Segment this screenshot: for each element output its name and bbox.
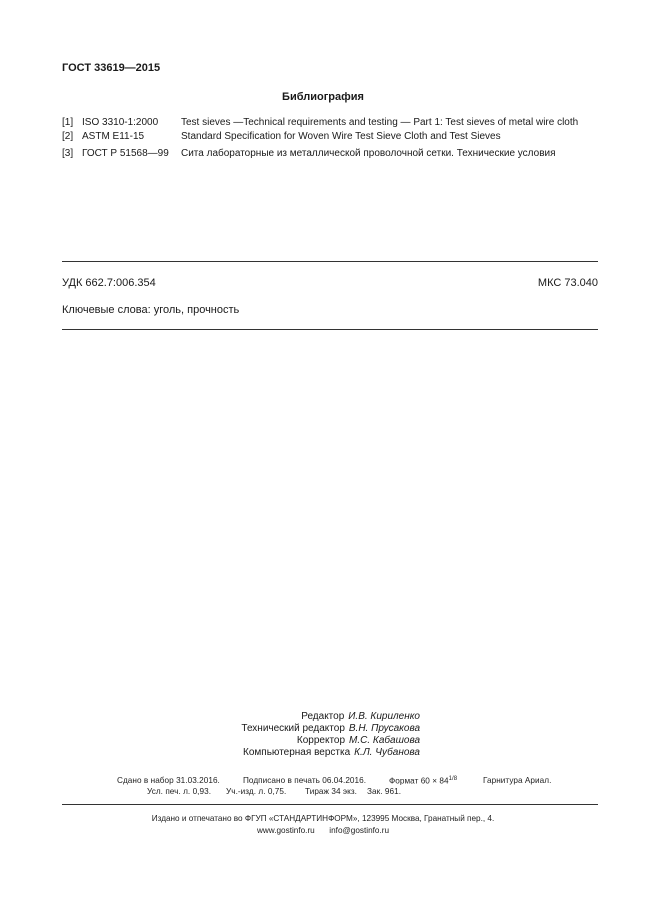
ref-code: ISO 3310-1:2000 bbox=[82, 117, 159, 128]
udk-code: УДК 662.7:006.354 bbox=[62, 277, 156, 289]
divider bbox=[62, 329, 598, 330]
credit-name: М.С. Кабашова bbox=[349, 735, 420, 746]
ref-code: ASTM E11-15 bbox=[82, 131, 145, 142]
credits-block bbox=[0, 711, 646, 761]
credit-role: Технический редактор bbox=[241, 723, 345, 734]
publisher-sheets: Уч.-изд. л. 0,75. bbox=[226, 787, 287, 796]
ref-number: [3] bbox=[62, 148, 74, 159]
credit-role: Редактор bbox=[301, 711, 345, 722]
format bbox=[389, 776, 457, 786]
credit-name: К.Л. Чубанова bbox=[354, 747, 420, 758]
ref-code: ГОСТ Р 51568—99 bbox=[82, 148, 169, 159]
divider bbox=[62, 804, 598, 805]
format-fraction: 1/8 bbox=[448, 776, 458, 782]
publisher-line: Издано и отпечатано во ФГУП «СТАНДАРТИНФОРМ», 123995 Москва, Гранатный пер., 4. bbox=[151, 814, 495, 823]
print-run: Тираж 34 экз. bbox=[305, 787, 357, 796]
credit-name: В.Н. Прусакова bbox=[348, 723, 420, 734]
keywords: Ключевые слова: уголь, прочность bbox=[62, 304, 240, 316]
credit-editor bbox=[301, 711, 420, 722]
credit-layout bbox=[243, 747, 420, 758]
ref-number: [2] bbox=[62, 131, 74, 142]
publisher-website-link[interactable]: www.gostinfo.ru bbox=[256, 826, 315, 835]
publisher-contacts bbox=[0, 826, 646, 835]
printed-sheets: Усл. печ. л. 0,93. bbox=[147, 787, 212, 796]
typeset-date: Сдано в набор 31.03.2016. bbox=[117, 776, 220, 785]
format-text: Формат 60 × 84 bbox=[389, 776, 449, 786]
order-number: Зак. 961. bbox=[367, 787, 402, 796]
standard-number: ГОСТ 33619—2015 bbox=[62, 62, 161, 74]
bibliography-title: Библиография bbox=[282, 91, 364, 103]
ref-title: Standard Specification for Woven Wire Test Sieve Cloth and Test Sieves bbox=[181, 131, 501, 142]
typeface: Гарнитура Ариал. bbox=[483, 776, 552, 785]
credit-corrector bbox=[297, 735, 420, 746]
credit-role: Компьютерная верстка bbox=[243, 747, 351, 758]
bibliography-item bbox=[62, 131, 602, 145]
print-info-line-2 bbox=[0, 787, 646, 799]
credit-tech-editor bbox=[241, 723, 420, 734]
publisher-email-link[interactable]: info@gostinfo.ru bbox=[329, 826, 390, 835]
credit-role: Корректор bbox=[296, 735, 346, 746]
signed-date: Подписано в печать 06.04.2016. bbox=[243, 776, 367, 785]
bibliography-item bbox=[62, 148, 602, 162]
ref-number: [1] bbox=[62, 117, 74, 128]
divider bbox=[62, 261, 598, 262]
bibliography-item bbox=[62, 117, 602, 131]
mks-code: МКС 73.040 bbox=[537, 277, 598, 289]
ref-title: Test sieves —Technical requirements and testing — Part 1: Test sieves of metal wire cloth bbox=[181, 117, 579, 128]
credit-name: И.В. Кириленко bbox=[348, 711, 420, 722]
ref-title: Сита лабораторные из металлической проволочной сетки. Технические условия bbox=[181, 148, 556, 159]
